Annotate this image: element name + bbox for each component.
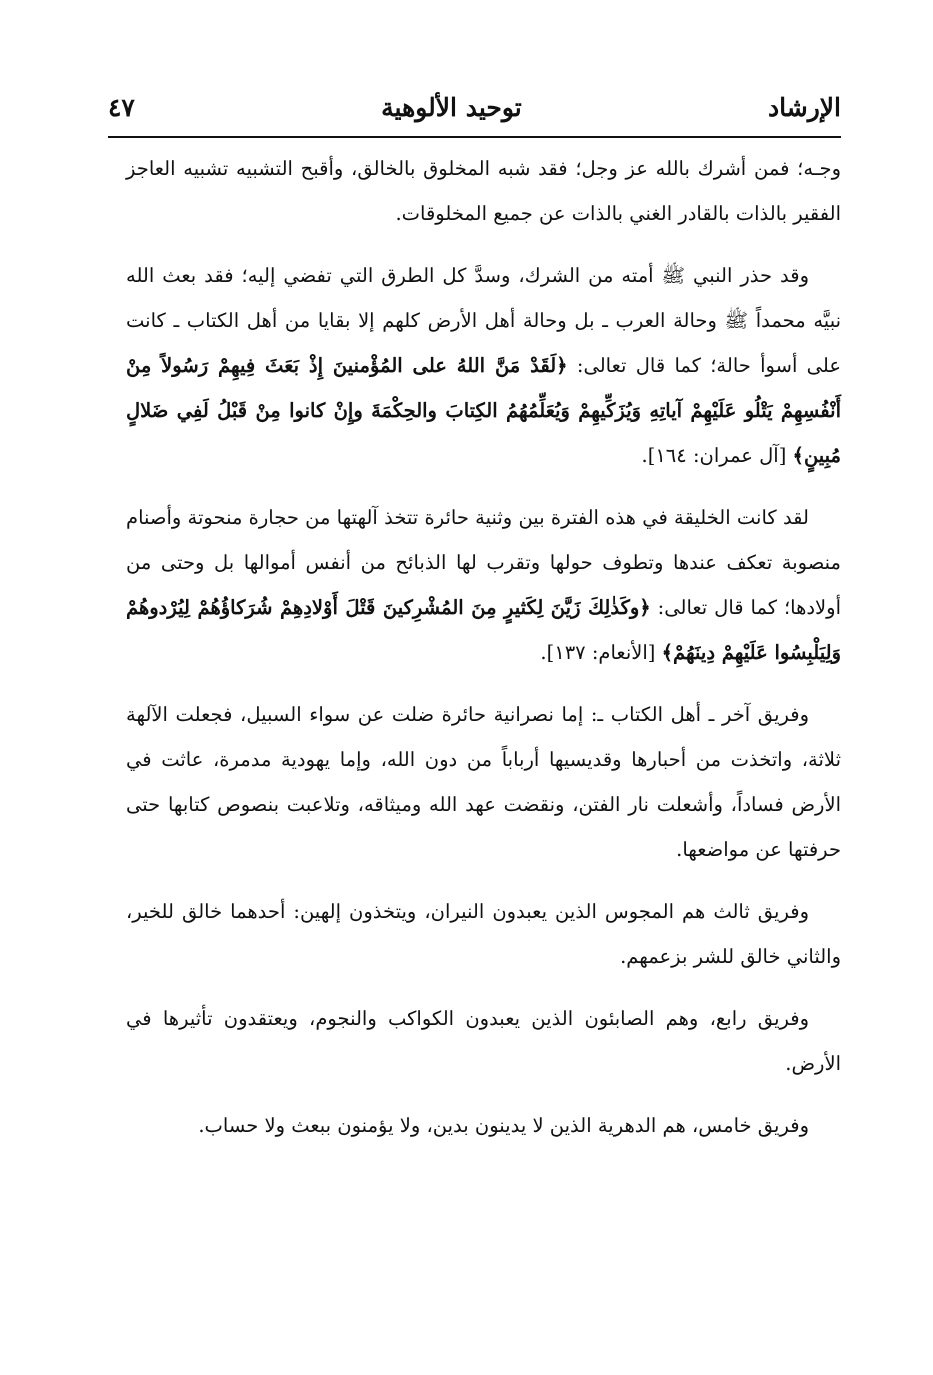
chapter-title: توحيد الألوهية	[381, 92, 522, 122]
page-body	[126, 146, 841, 1148]
verse-citation-1: [آل عمران: ١٦٤].	[641, 444, 793, 467]
paragraph-2-text: وقد حذر النبي ﷺ أمته من الشرك، وسدَّ كل الطرق التي تفضي إليه؛ فقد بعث الله نبيَّه محمداً ﷺ وحالة العرب ـ بل وحالة أهل الأرض كلهم إلا بقايا من أهل الكتاب ـ كانت على أسوأ حالة؛ كما قال تعالى:	[126, 264, 842, 377]
quran-verse-1: ﴿لَقَدْ مَنَّ اللهُ على المُؤْمنينَ إِذْ بَعَثَ فِيهِمْ رَسُولاً مِنْ أَنْفُسِهِمْ يَتْلُو عَلَيْهِمْ آياتِهِ وَيُزَكِّيهِمْ وَيُعَلِّمُهُمُ الكِتابَ والحِكْمَةَ وإِنْ كانوا مِنْ قَبْلُ لَفِي ضَلالٍ مُبِينٍ﴾	[126, 354, 841, 467]
quran-verse-2: ﴿وكَذٰلِكَ زَيَّنَ لِكَثيرٍ مِنَ المُشْرِكينَ قَتْلَ أَوْلادِهِمْ شُرَكاؤُهُمْ لِيُرْدوهُمْ وَلِيَلْبِسُوا عَلَيْهِمْ دِينَهُمْ﴾	[126, 596, 841, 664]
paragraph-1: وجـه؛ فمن أشرك بالله عز وجل؛ فقد شبه المخلوق بالخالق، وأقبح التشبيه تشبيه العاجز الفقير بالذات بالقادر الغني بالذات عن جميع المخلوقات.	[126, 157, 841, 225]
paragraph-3-text: لقد كانت الخليقة في هذه الفترة بين وثنية حائرة تتخذ آلهتها من حجارة منحوتة وأصنام منصوبة تعكف عندها وتطوف حولها وتقرب لها الذبائح من أنفس أموالها بل وحتى من أولادها؛ كما قال تعالى:	[126, 506, 842, 619]
verse-citation-2: [الأنعام: ١٣٧].	[540, 641, 662, 664]
page-header	[108, 82, 841, 132]
page-number: ٤٧	[108, 92, 135, 122]
paragraph-7: وفريق خامس، هم الدهرية الذين لا يدينون بدين، ولا يؤمنون ببعث ولا حساب.	[198, 1114, 809, 1137]
paragraph-2	[126, 253, 841, 478]
paragraph-6: وفريق رابع، وهم الصابئون الذين يعبدون الكواكب والنجوم، ويعتقدون تأثيرها في الأرض.	[126, 1007, 841, 1075]
header-rule	[108, 136, 841, 138]
book-title: الإرشاد	[768, 92, 841, 122]
paragraph-3	[126, 495, 841, 675]
paragraph-4: وفريق آخر ـ أهل الكتاب ـ: إما نصرانية حائرة ضلت عن سواء السبيل، فجعلت الآلهة ثلاثة، واتخذت من أحبارها وقديسيها أرباباً من دون الله، وإما يهودية مدمرة، عاثت في الأرض فساداً، وأشعلت نار الفتن، ونقضت عهد الله وميثاقه، وتلاعبت بنصوص كتابها حتى حرفتها عن مواضعها.	[126, 703, 841, 861]
paragraph-5: وفريق ثالث هم المجوس الذين يعبدون النيران، ويتخذون إلهين: أحدهما خالق للخير، والثاني خالق للشر بزعمهم.	[126, 900, 841, 968]
